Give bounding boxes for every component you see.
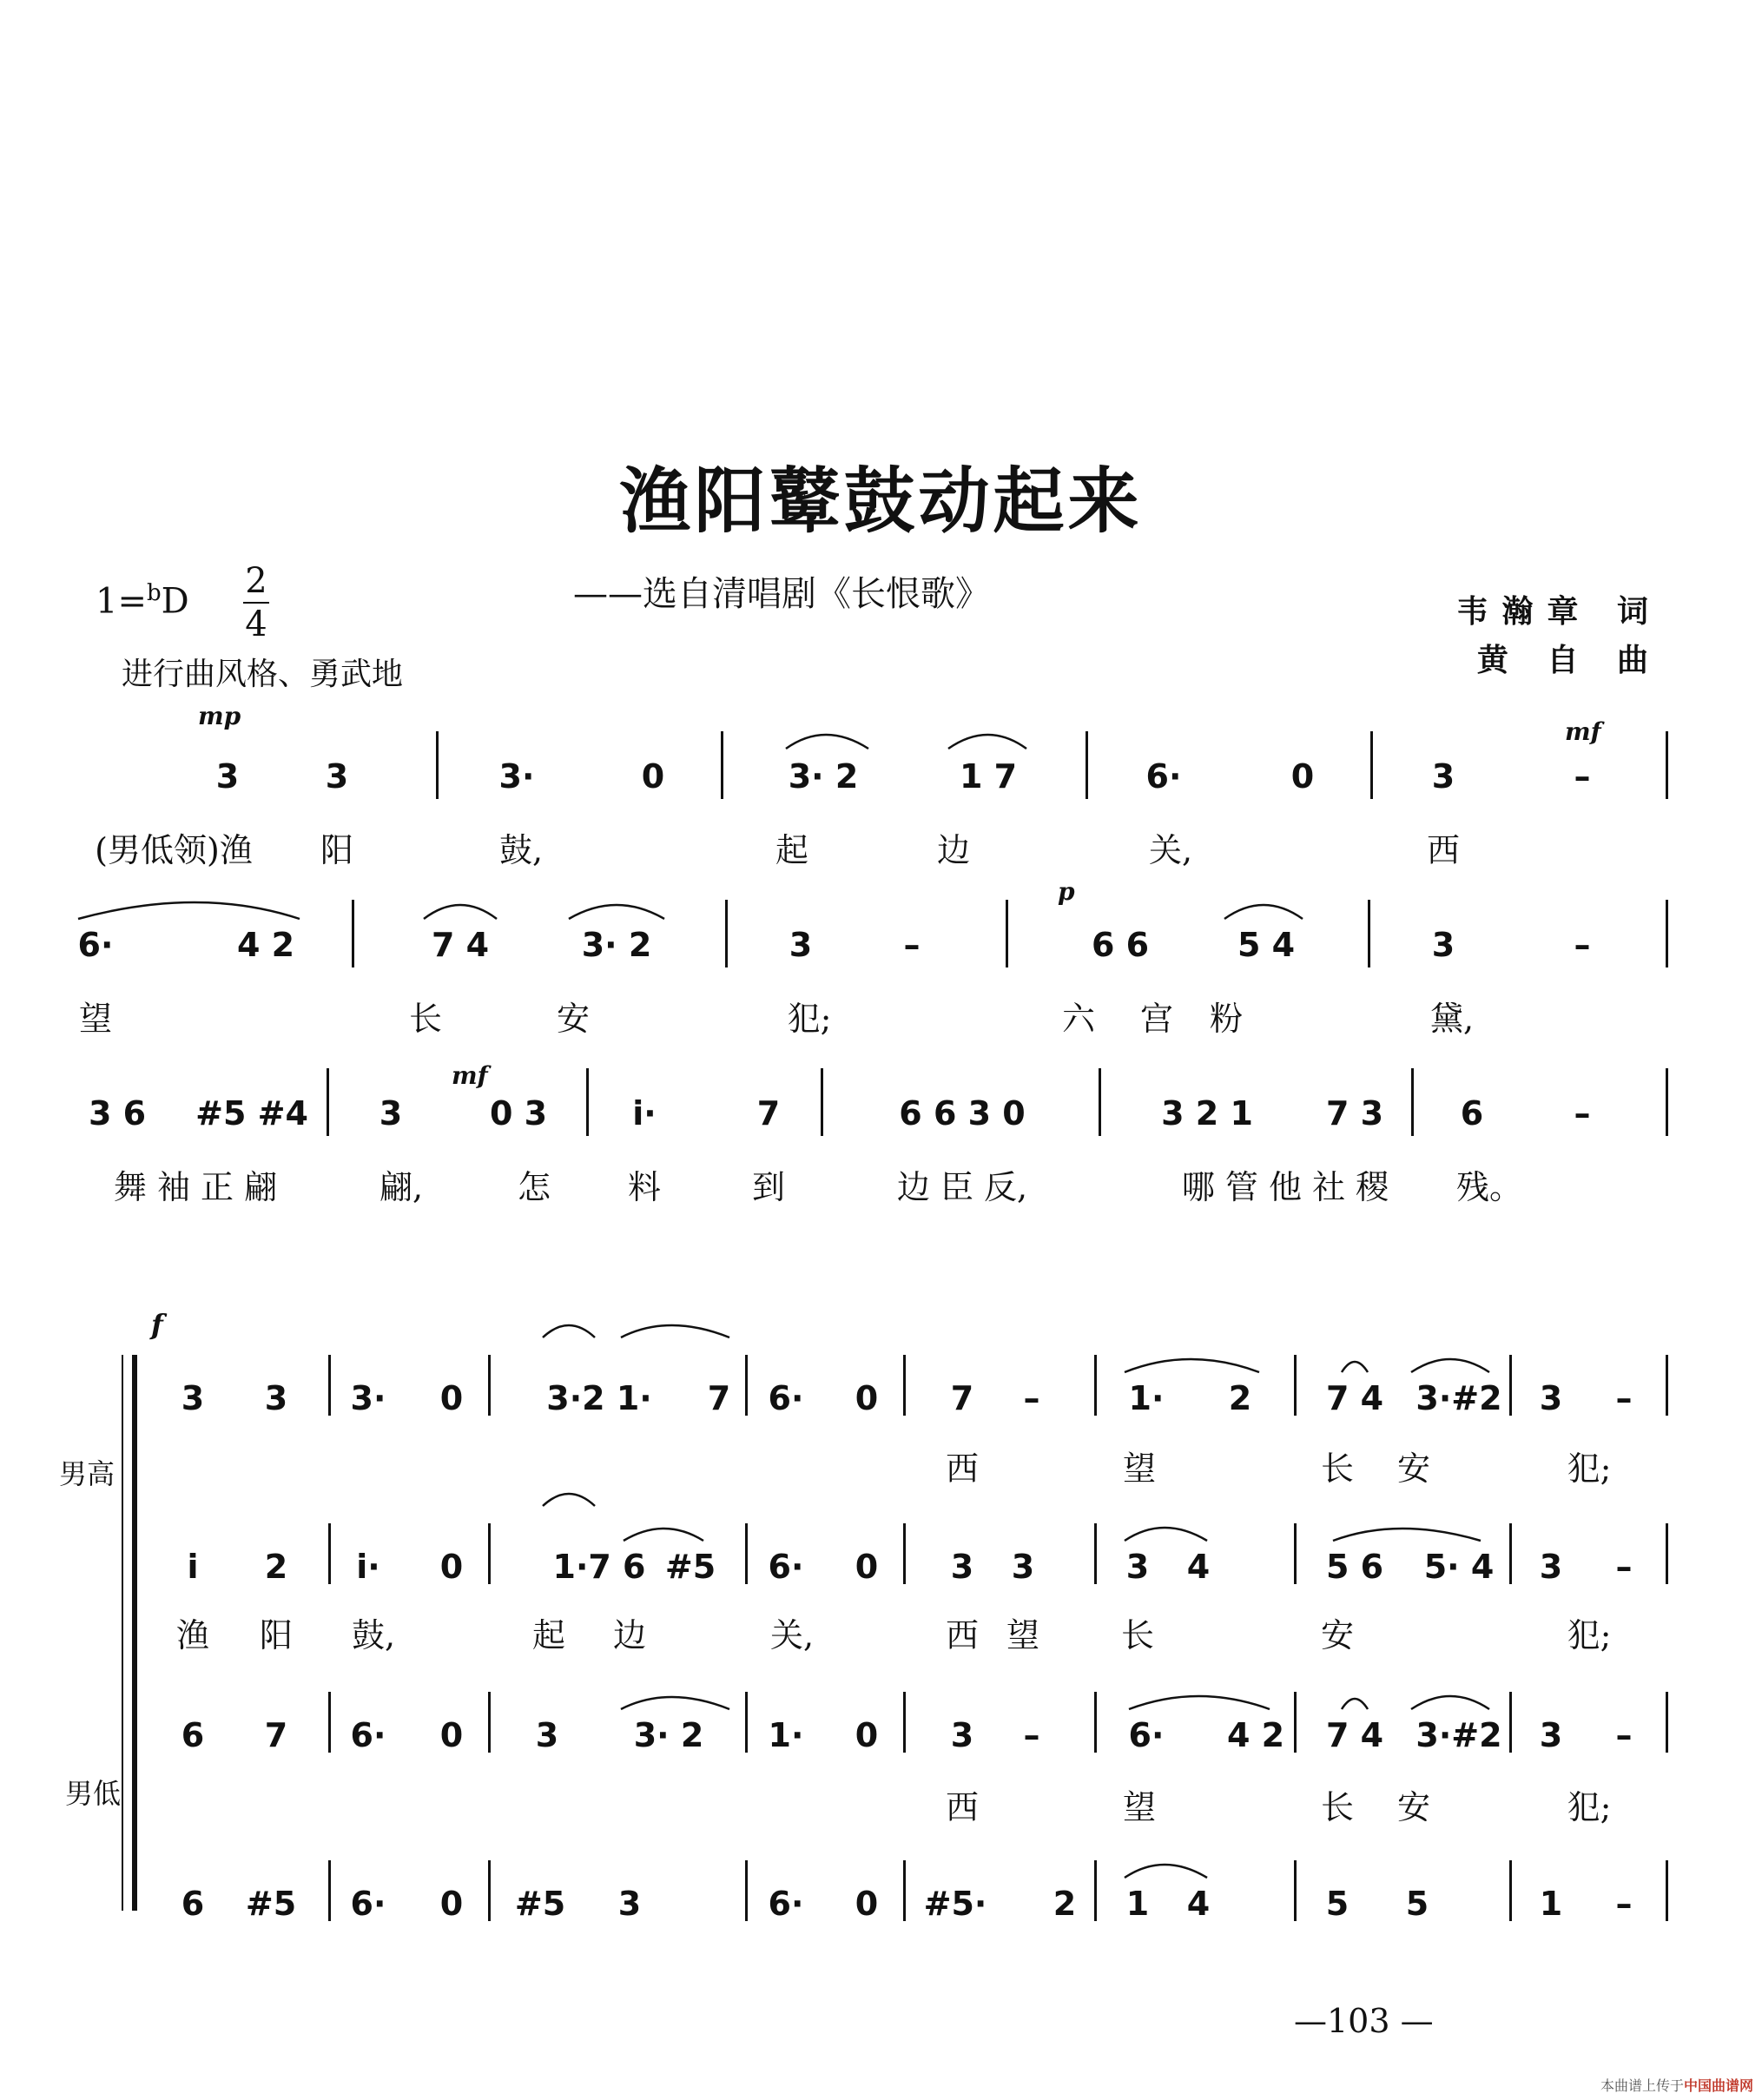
dynamic-mf: mf bbox=[1565, 717, 1601, 746]
lyric: 起 bbox=[531, 1616, 566, 1654]
note: 0 bbox=[1290, 757, 1315, 796]
bar-line bbox=[1294, 1523, 1297, 1584]
lyric: 宫 bbox=[1139, 1000, 1174, 1038]
bar-line bbox=[1094, 1692, 1097, 1753]
bar-line bbox=[328, 1692, 331, 1753]
note: 0 bbox=[855, 1379, 879, 1417]
lyric: 长 bbox=[408, 1000, 443, 1038]
note: 6· bbox=[1145, 757, 1182, 796]
bar-line bbox=[1294, 1692, 1297, 1753]
lyric: 犯; bbox=[787, 1000, 832, 1038]
bar-line bbox=[1666, 900, 1668, 967]
lyricist-credit: 韦瀚章 词 bbox=[1456, 593, 1662, 630]
note: 3 bbox=[1539, 1379, 1563, 1417]
dynamic-mp: mp bbox=[198, 702, 241, 730]
note: 0 bbox=[439, 1379, 464, 1417]
voice-label-bass: 男低 bbox=[65, 1777, 122, 1810]
lyric: 西 bbox=[1426, 831, 1461, 869]
lyric: 怎 bbox=[517, 1168, 551, 1206]
voice-label-tenor: 男高 bbox=[59, 1457, 115, 1490]
note: 3· 2 bbox=[788, 757, 859, 796]
note: 6· bbox=[1128, 1716, 1165, 1754]
note: 1 bbox=[1125, 1885, 1150, 1923]
note: 3· bbox=[350, 1379, 386, 1417]
note: 1 7 bbox=[959, 757, 1018, 796]
lyric: 边 臣 反, bbox=[896, 1168, 1028, 1206]
lyric: 长 bbox=[1320, 1788, 1355, 1826]
note: 3 bbox=[1539, 1716, 1563, 1754]
note: 3 bbox=[535, 1716, 559, 1754]
bar-line bbox=[1006, 900, 1008, 967]
page-number: —103 — bbox=[1294, 2002, 1434, 2040]
lyric: 安 bbox=[1396, 1788, 1431, 1826]
note: 3 bbox=[215, 757, 240, 796]
note: 6· bbox=[350, 1716, 386, 1754]
footer-watermark: 本曲谱上传于中国曲谱网 bbox=[1600, 2077, 1753, 2094]
lyric: 望 bbox=[1122, 1450, 1157, 1488]
note: 3 2 1 bbox=[1161, 1094, 1253, 1133]
lyric: 六 bbox=[1061, 1000, 1096, 1038]
note: 3· 2 bbox=[581, 926, 652, 964]
note: 7 bbox=[707, 1379, 731, 1417]
bar-line bbox=[327, 1068, 329, 1136]
bar-line bbox=[1509, 1523, 1512, 1584]
dynamic-mf: mf bbox=[452, 1061, 488, 1090]
note: 3 bbox=[1431, 757, 1455, 796]
lyric: 鼓, bbox=[498, 831, 544, 869]
note: – bbox=[1023, 1379, 1040, 1417]
bar-line bbox=[1294, 1860, 1297, 1921]
note: – bbox=[1615, 1716, 1633, 1754]
note: #5 #4 bbox=[195, 1094, 308, 1133]
lyric: 残。 bbox=[1455, 1168, 1523, 1206]
bar-line bbox=[328, 1523, 331, 1584]
lyric: 边 bbox=[612, 1616, 647, 1654]
note: #5· bbox=[923, 1885, 987, 1923]
note: 5 bbox=[1325, 1885, 1350, 1923]
note: 6· bbox=[768, 1885, 804, 1923]
note: 3·2 1· bbox=[546, 1379, 652, 1417]
lyric: 渔 bbox=[175, 1616, 210, 1654]
note: 1· bbox=[1128, 1379, 1165, 1417]
lyric: 哪 管 他 社 稷 bbox=[1181, 1168, 1389, 1206]
bar-line bbox=[725, 900, 728, 967]
bar-line bbox=[1509, 1692, 1512, 1753]
note: – bbox=[1574, 926, 1591, 964]
note: 6 bbox=[181, 1885, 205, 1923]
bar-line bbox=[352, 900, 354, 967]
note: 3 bbox=[1011, 1548, 1035, 1586]
lyric: 犯; bbox=[1567, 1788, 1612, 1826]
bar-line bbox=[903, 1523, 906, 1584]
bar-line bbox=[488, 1355, 491, 1416]
lyric: 粉 bbox=[1209, 1000, 1244, 1038]
note: 0 bbox=[439, 1885, 464, 1923]
note: – bbox=[1615, 1548, 1633, 1586]
note: 4 2 bbox=[1226, 1716, 1285, 1754]
note: 4 2 bbox=[236, 926, 295, 964]
system-bracket bbox=[122, 1355, 123, 1911]
note: 7 bbox=[756, 1094, 781, 1133]
bar-line bbox=[903, 1860, 906, 1921]
bar-line bbox=[586, 1068, 589, 1136]
dynamic-f: f bbox=[151, 1308, 163, 1341]
lyric: 边 bbox=[936, 831, 971, 869]
note: 6 6 bbox=[1091, 926, 1150, 964]
bar-line bbox=[1666, 1068, 1668, 1136]
bar-line bbox=[1094, 1860, 1097, 1921]
bar-line bbox=[903, 1355, 906, 1416]
note: 6 6 3 0 bbox=[899, 1094, 1026, 1133]
note: 7 4 bbox=[1325, 1716, 1384, 1754]
lyric: 关, bbox=[769, 1616, 815, 1654]
key-signature: 1=$^b$D bbox=[96, 580, 189, 622]
lyric: 安 bbox=[1320, 1616, 1355, 1654]
bar-line bbox=[1666, 1355, 1668, 1416]
time-signature: 2 4 bbox=[243, 560, 269, 645]
note: 5 6 bbox=[1325, 1548, 1384, 1586]
bar-line bbox=[328, 1860, 331, 1921]
lyric: 翩, bbox=[379, 1168, 424, 1206]
note: 6· bbox=[768, 1379, 804, 1417]
bar-line bbox=[1666, 1860, 1668, 1921]
bar-line bbox=[821, 1068, 823, 1136]
note: 3 bbox=[789, 926, 813, 964]
bar-line bbox=[488, 1523, 491, 1584]
lyric: 安 bbox=[1396, 1450, 1431, 1488]
note: 3 bbox=[325, 757, 349, 796]
lyric: 安 bbox=[556, 1000, 591, 1038]
note: 1· bbox=[768, 1716, 804, 1754]
note: 4 bbox=[1186, 1885, 1211, 1923]
lyric: 长 bbox=[1120, 1616, 1155, 1654]
bar-line bbox=[1086, 731, 1088, 799]
system-bracket bbox=[132, 1355, 137, 1911]
bar-line bbox=[1294, 1355, 1297, 1416]
lyric: 望 bbox=[1006, 1616, 1040, 1654]
note: 6· bbox=[77, 926, 114, 964]
note: 5 4 bbox=[1237, 926, 1296, 964]
note: 5· 4 bbox=[1423, 1548, 1495, 1586]
bar-line bbox=[1509, 1355, 1512, 1416]
note: – bbox=[1574, 757, 1591, 796]
note: 0 bbox=[439, 1716, 464, 1754]
note: 5 bbox=[1405, 1885, 1429, 1923]
note: 3 6 bbox=[88, 1094, 147, 1133]
lyric: 阳 bbox=[259, 1616, 294, 1654]
lyric: 阳 bbox=[320, 831, 354, 869]
note: 0 bbox=[855, 1548, 879, 1586]
note: 7 4 bbox=[1325, 1379, 1384, 1417]
note: 3 bbox=[379, 1094, 403, 1133]
note: 3 bbox=[264, 1379, 288, 1417]
note: 6 bbox=[1460, 1094, 1484, 1133]
note: 6· bbox=[768, 1548, 804, 1586]
bar-line bbox=[328, 1355, 331, 1416]
note: #5 bbox=[245, 1885, 297, 1923]
bar-line bbox=[1099, 1068, 1101, 1136]
note: 7 4 bbox=[431, 926, 490, 964]
note: 7 bbox=[950, 1379, 974, 1417]
note: 0 bbox=[641, 757, 665, 796]
note: 1 bbox=[1539, 1885, 1563, 1923]
note: 6· bbox=[350, 1885, 386, 1923]
bar-line bbox=[745, 1523, 748, 1584]
lyric: (男低领)渔 bbox=[95, 831, 253, 869]
bar-line bbox=[1094, 1355, 1097, 1416]
note: 3· bbox=[498, 757, 535, 796]
lyric: 关, bbox=[1148, 831, 1193, 869]
note: – bbox=[1023, 1716, 1040, 1754]
tempo-marking: 进行曲风格、勇武地 bbox=[122, 657, 404, 692]
note: 3·#2 bbox=[1416, 1716, 1502, 1754]
bar-line bbox=[903, 1692, 906, 1753]
note: – bbox=[1574, 1094, 1591, 1133]
lyric: 望 bbox=[78, 1000, 113, 1038]
note: 3 bbox=[950, 1548, 974, 1586]
dynamic-p: p bbox=[1058, 877, 1075, 906]
note: 3·#2 bbox=[1416, 1379, 1502, 1417]
lyric: 西 bbox=[945, 1450, 980, 1488]
note: 2 bbox=[1053, 1885, 1077, 1923]
bar-line bbox=[1666, 1523, 1668, 1584]
note: 0 3 bbox=[489, 1094, 548, 1133]
lyric: 望 bbox=[1122, 1788, 1157, 1826]
note: 2 bbox=[264, 1548, 288, 1586]
bar-line bbox=[1666, 731, 1668, 799]
bar-line bbox=[721, 731, 723, 799]
note: – bbox=[1615, 1379, 1633, 1417]
note: 7 3 bbox=[1325, 1094, 1384, 1133]
note: 2 bbox=[1228, 1379, 1252, 1417]
lyric: 长 bbox=[1320, 1450, 1355, 1488]
lyric: 料 bbox=[627, 1168, 662, 1206]
subtitle: ——选自清唱剧《长恨歌》 bbox=[573, 574, 990, 614]
lyric: 西 bbox=[945, 1616, 980, 1654]
bar-line bbox=[1094, 1523, 1097, 1584]
note: – bbox=[903, 926, 921, 964]
note: 0 bbox=[855, 1885, 879, 1923]
note: 4 bbox=[1186, 1548, 1211, 1586]
lyric: 犯; bbox=[1567, 1616, 1612, 1654]
lyric: 西 bbox=[945, 1788, 980, 1826]
note: 3 bbox=[1539, 1548, 1563, 1586]
bar-line bbox=[1411, 1068, 1414, 1136]
bar-line bbox=[436, 731, 439, 799]
bar-line bbox=[745, 1692, 748, 1753]
lyric: 起 bbox=[775, 831, 809, 869]
bar-line bbox=[1509, 1860, 1512, 1921]
bar-line bbox=[488, 1692, 491, 1753]
note: 3 bbox=[1431, 926, 1455, 964]
lyric: 犯; bbox=[1567, 1450, 1612, 1488]
note: i· bbox=[356, 1548, 380, 1586]
note: #5 bbox=[664, 1548, 716, 1586]
note: 3 bbox=[617, 1885, 642, 1923]
bar-line bbox=[1666, 1692, 1668, 1753]
note: 7 bbox=[264, 1716, 288, 1754]
composer-credit: 黄 自 曲 bbox=[1476, 642, 1662, 678]
bar-line bbox=[1368, 900, 1370, 967]
note: i· bbox=[632, 1094, 657, 1133]
note: i bbox=[187, 1548, 199, 1586]
note: 3 bbox=[181, 1379, 205, 1417]
bar-line bbox=[1370, 731, 1373, 799]
lyric: 鼓, bbox=[351, 1616, 396, 1654]
lyric: 到 bbox=[751, 1168, 786, 1206]
note: 6 bbox=[181, 1716, 205, 1754]
note: 0 bbox=[855, 1716, 879, 1754]
note: 3· 2 bbox=[633, 1716, 704, 1754]
page-title: 渔阳鼙鼓动起来 bbox=[619, 459, 1143, 543]
note: 3 bbox=[1125, 1548, 1150, 1586]
note: – bbox=[1615, 1885, 1633, 1923]
note: 0 bbox=[439, 1548, 464, 1586]
note: 1·7 6 bbox=[552, 1548, 646, 1586]
bar-line bbox=[745, 1355, 748, 1416]
note: 3 bbox=[950, 1716, 974, 1754]
lyric: 黛, bbox=[1429, 1000, 1475, 1038]
lyric: 舞 袖 正 翩 bbox=[113, 1168, 278, 1206]
bar-line bbox=[745, 1860, 748, 1921]
note: #5 bbox=[514, 1885, 566, 1923]
bar-line bbox=[488, 1860, 491, 1921]
